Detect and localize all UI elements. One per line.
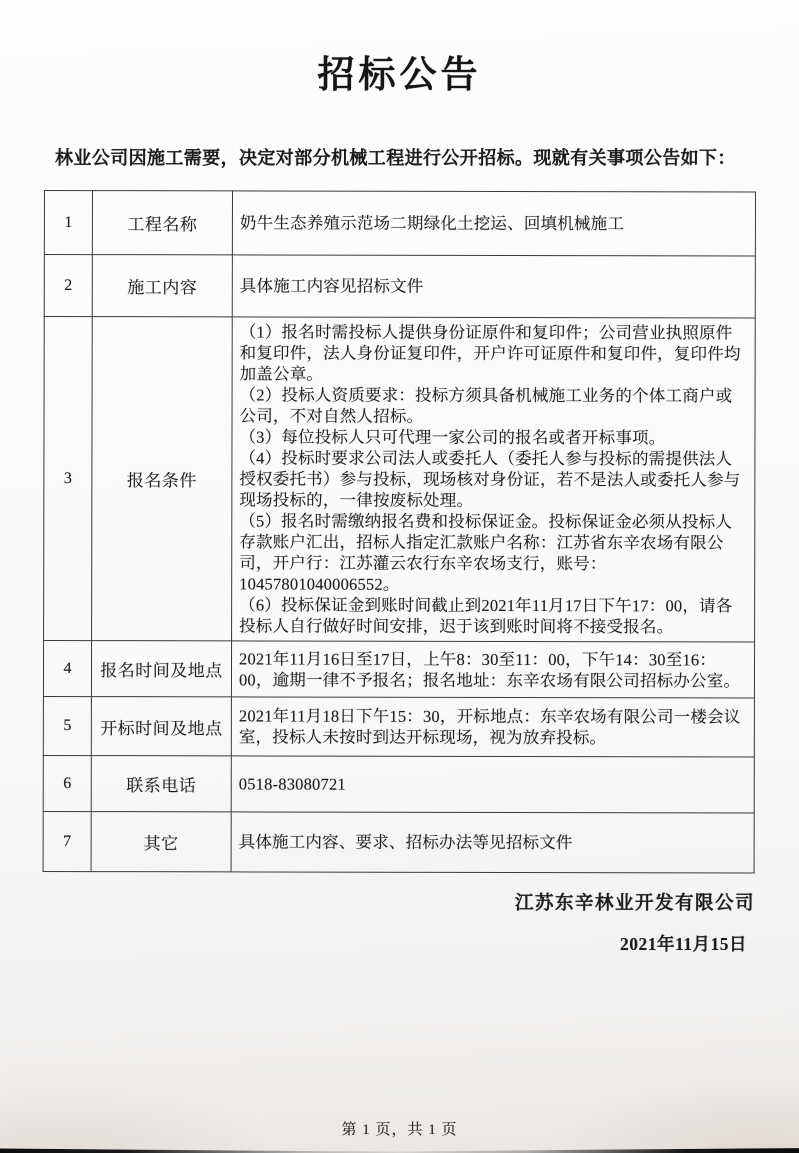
row-content: （1）报名时需投标人提供身份证原件和复印件；公司营业执照原件和复印件，法人身份证复印件，开户许可证原件和复印件，复印件均加盖公章。 （2）投标人资质要求：投标方须具备机械施工业务的个体工商户或公司，不对自然人招标。 （3）每位投标人只可代理一家公司的报名或者开标事项。 （4）投标时要求公司法人或委托人（委托人参与投标的需提供法人授权委托书）参与投标，现场核对身份证，若不是法人或委托人参与现场投标的，一律按废标处理。 （5）报名时需缴纳报名费和投标保证金。投标保证金必须从投标人存款账户汇出，招标人指定汇款账户名称：江苏省东辛农场有限公司，开户行：江苏灌云农行东辛农场支行，账号：10457801040006552。 （6）投标保证金到账时间截止到2021年11月17日下午17：00，请各投标人自行做好时间安排，迟于该到账时间将不接受报名。	[232, 317, 756, 642]
table-row	[43, 811, 754, 872]
page-indicator: 第 1 页，共 1 页	[341, 1122, 458, 1138]
row-label: 工程名称	[92, 191, 232, 255]
row-number: 1	[44, 191, 92, 255]
row-number: 2	[44, 255, 92, 317]
intro-paragraph: 林业公司因施工需要，决定对部分机械工程进行公开招标。现就有关事项公告如下：	[55, 148, 736, 168]
row-number: 7	[43, 811, 91, 871]
table-row	[44, 255, 755, 318]
row-number: 5	[43, 696, 91, 755]
row-content: 0518-83080721	[231, 756, 754, 813]
row-content: 奶牛生态养殖示范场二期绿化土挖运、回填机械施工	[232, 191, 755, 256]
announcement-table-body	[43, 191, 755, 873]
row-label: 其它	[91, 812, 231, 872]
table-row	[44, 317, 756, 642]
table-row	[43, 641, 754, 698]
issue-date: 2021年11月15日	[619, 934, 747, 954]
issuer-company: 江苏东辛林业开发有限公司	[514, 894, 755, 914]
table-row	[44, 191, 755, 256]
row-content: 2021年11月16日至17日，上午8：30至11：00，下午14：30至16：00，逾期一律不予报名；报名地址：东辛农场有限公司招标办公室。	[231, 641, 754, 698]
row-label: 报名条件	[92, 317, 233, 641]
row-number: 3	[44, 317, 93, 641]
announcement-table	[43, 190, 756, 873]
row-label: 联系电话	[91, 756, 231, 812]
row-content: 具体施工内容、要求、招标办法等见招标文件	[231, 812, 754, 873]
row-number: 4	[43, 641, 91, 697]
row-content: 2021年11月18日下午15：30，开标地点：东辛农场有限公司一楼会议室，投标人未按时到达开标现场，视为放弃投标。	[231, 697, 754, 757]
row-label: 报名时间及地点	[91, 641, 231, 697]
table-row	[43, 696, 754, 756]
row-content: 具体施工内容见招标文件	[232, 255, 755, 318]
table-row	[43, 755, 754, 812]
row-number: 6	[43, 755, 91, 811]
signature-block	[0, 889, 799, 956]
row-label: 开标时间及地点	[91, 697, 231, 756]
scan-edge-artifact	[0, 1146, 799, 1153]
document-title: 招标公告	[317, 55, 482, 96]
row-label: 施工内容	[92, 255, 232, 317]
